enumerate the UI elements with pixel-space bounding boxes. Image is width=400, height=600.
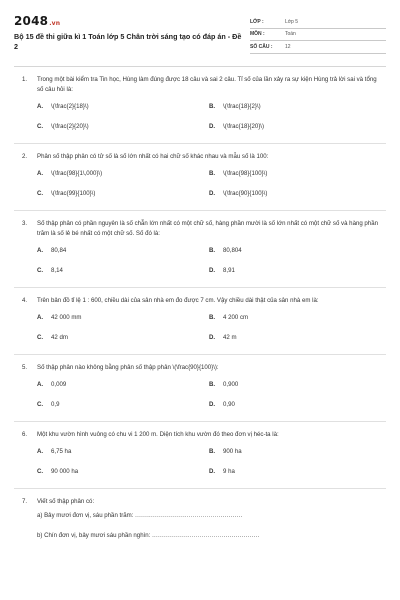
option-letter: A. bbox=[37, 448, 44, 455]
question-number: 1. bbox=[22, 76, 28, 83]
answer-option[interactable] bbox=[209, 190, 381, 210]
answer-blank[interactable]: ...................................................... bbox=[152, 532, 260, 539]
option-text: 0,009 bbox=[51, 381, 67, 388]
option-text: \(\frac{18}{20}\) bbox=[223, 123, 264, 130]
meta-value: 12 bbox=[285, 43, 291, 50]
option-letter: A. bbox=[37, 103, 44, 110]
option-letter: B. bbox=[209, 170, 216, 177]
option-letter: D. bbox=[209, 267, 216, 274]
meta-label: SỐ CÂU : bbox=[250, 43, 273, 50]
header-left bbox=[14, 14, 242, 60]
option-letter: D. bbox=[209, 123, 216, 130]
fill-item-b bbox=[22, 531, 386, 551]
page-header bbox=[14, 0, 386, 60]
answer-options bbox=[22, 103, 386, 143]
question-number: 7. bbox=[22, 498, 28, 505]
question-head bbox=[22, 296, 386, 306]
answer-option[interactable] bbox=[37, 170, 209, 190]
answer-options bbox=[22, 170, 386, 210]
answer-options bbox=[22, 314, 386, 354]
question-5 bbox=[14, 355, 386, 422]
question-2 bbox=[14, 144, 386, 211]
option-text: 80,84 bbox=[51, 247, 67, 254]
question-head bbox=[22, 430, 386, 440]
option-letter: A. bbox=[37, 247, 44, 254]
option-letter: C. bbox=[37, 401, 44, 408]
option-text: 90 000 ha bbox=[51, 468, 79, 475]
answer-options bbox=[22, 247, 386, 287]
option-letter: A. bbox=[37, 381, 44, 388]
answer-option[interactable] bbox=[37, 448, 209, 468]
meta-row-subject bbox=[250, 29, 386, 42]
option-letter: B. bbox=[209, 103, 216, 110]
option-text: \(\frac{18}{2}\) bbox=[223, 103, 261, 110]
option-text: \(\frac{99}{100}\) bbox=[51, 190, 96, 197]
document-title: Bộ 15 đề thi giữa kì 1 Toán lớp 5 Chân trời sáng tạo có đáp án - Đề 2 bbox=[14, 32, 242, 51]
question-text: Trong một bài kiểm tra Tin học, Hùng làm đúng được 18 câu và sai 2 câu. Tỉ số của lần xảy ra sự kiện Hùng trả lời sai và tổng số câu hỏi là: bbox=[37, 76, 377, 93]
meta-value: Lớp 5 bbox=[285, 18, 299, 25]
fill-label: b) Chín đơn vị, bảy mươi sáu phần nghìn: bbox=[37, 532, 151, 539]
option-text: 42 m bbox=[223, 334, 237, 341]
option-text: \(\frac{98}{100}\) bbox=[223, 170, 268, 177]
option-letter: C. bbox=[37, 190, 44, 197]
question-3 bbox=[14, 211, 386, 288]
answer-option[interactable] bbox=[209, 103, 381, 123]
question-1 bbox=[14, 67, 386, 144]
question-head bbox=[22, 152, 386, 162]
answer-option[interactable] bbox=[209, 267, 381, 287]
answer-option[interactable] bbox=[37, 314, 209, 334]
question-number: 4. bbox=[22, 297, 28, 304]
question-text: Số thập phân nào không bằng phân số thập phân \(\frac{90}{100}\): bbox=[37, 364, 219, 371]
answer-options bbox=[22, 448, 386, 488]
option-letter: D. bbox=[209, 468, 216, 475]
fill-item-a bbox=[22, 511, 386, 531]
meta-value: Toán bbox=[285, 31, 296, 38]
question-7 bbox=[14, 489, 386, 551]
answer-option[interactable] bbox=[37, 334, 209, 354]
answer-option[interactable] bbox=[209, 334, 381, 354]
question-head bbox=[22, 219, 386, 239]
answer-option[interactable] bbox=[209, 468, 381, 488]
answer-option[interactable] bbox=[37, 401, 209, 421]
option-letter: D. bbox=[209, 190, 216, 197]
answer-option[interactable] bbox=[37, 190, 209, 210]
question-text: Trên bản đồ tỉ lệ 1 : 600, chiều dài của sân nhà em đo được 7 cm. Vậy chiều dài thật của sân nhà em là: bbox=[37, 297, 319, 304]
option-text: 0,90 bbox=[223, 401, 235, 408]
answer-option[interactable] bbox=[37, 468, 209, 488]
option-text: 0,900 bbox=[223, 381, 239, 388]
answer-option[interactable] bbox=[37, 247, 209, 267]
question-number: 5. bbox=[22, 364, 28, 371]
answer-option[interactable] bbox=[209, 170, 381, 190]
option-text: 900 ha bbox=[223, 448, 242, 455]
question-text: Một khu vườn hình vuông có chu vi 1 200 m. Diện tích khu vườn đó theo đơn vị héc-ta là: bbox=[37, 431, 279, 438]
question-number: 3. bbox=[22, 220, 28, 227]
answer-option[interactable] bbox=[209, 314, 381, 334]
question-text: Số thập phân có phần nguyên là số chẵn lớn nhất có một chữ số, hàng phần mười là số lớn nhất có một chữ số và hàng phần trăm là số lẻ bé nhất có một chữ số. Số đó là: bbox=[37, 220, 378, 237]
answer-option[interactable] bbox=[209, 401, 381, 421]
answer-option[interactable] bbox=[37, 103, 209, 123]
option-letter: D. bbox=[209, 334, 216, 341]
logo-text: 2048 bbox=[14, 14, 49, 28]
option-text: 8,91 bbox=[223, 267, 235, 274]
option-text: 42 000 mm bbox=[51, 314, 82, 321]
option-text: \(\frac{2}{20}\) bbox=[51, 123, 89, 130]
answer-option[interactable] bbox=[209, 381, 381, 401]
question-text: Phân số thập phân có tử số là số lớn nhất có hai chữ số khác nhau và mẫu số là 100: bbox=[37, 153, 269, 160]
answer-option[interactable] bbox=[209, 448, 381, 468]
question-head bbox=[22, 75, 386, 95]
answer-option[interactable] bbox=[37, 123, 209, 143]
option-text: 42 dm bbox=[51, 334, 68, 341]
meta-label: LỚP : bbox=[250, 18, 264, 25]
site-logo[interactable] bbox=[14, 14, 242, 28]
answer-option[interactable] bbox=[37, 267, 209, 287]
answer-option[interactable] bbox=[209, 247, 381, 267]
option-letter: D. bbox=[209, 401, 216, 408]
answer-option[interactable] bbox=[37, 381, 209, 401]
question-6 bbox=[14, 422, 386, 489]
question-number: 6. bbox=[22, 431, 28, 438]
question-text: Viết số thập phân có: bbox=[37, 498, 95, 505]
question-number: 2. bbox=[22, 153, 28, 160]
answer-options bbox=[22, 381, 386, 421]
option-text: \(\frac{2}{18}\) bbox=[51, 103, 89, 110]
fill-label: a) Bảy mươi đơn vị, sáu phần trăm: bbox=[37, 512, 134, 519]
option-text: 6,75 ha bbox=[51, 448, 72, 455]
answer-blank[interactable]: ...................................................... bbox=[135, 512, 243, 519]
option-letter: C. bbox=[37, 468, 44, 475]
meta-row-grade bbox=[250, 16, 386, 29]
question-list bbox=[14, 67, 386, 489]
option-text: 80,804 bbox=[223, 247, 242, 254]
option-letter: B. bbox=[209, 314, 216, 321]
option-letter: B. bbox=[209, 381, 216, 388]
option-text: 4 200 cm bbox=[223, 314, 249, 321]
option-letter: C. bbox=[37, 123, 44, 130]
logo-suffix: .vn bbox=[49, 20, 61, 27]
option-letter: C. bbox=[37, 267, 44, 274]
meta-table bbox=[250, 14, 386, 60]
question-head bbox=[22, 497, 386, 507]
option-text: 8,14 bbox=[51, 267, 63, 274]
option-letter: A. bbox=[37, 170, 44, 177]
meta-row-count bbox=[250, 41, 386, 54]
meta-label: MÔN : bbox=[250, 31, 265, 38]
question-head bbox=[22, 363, 386, 373]
question-4 bbox=[14, 288, 386, 355]
option-letter: B. bbox=[209, 448, 216, 455]
option-letter: A. bbox=[37, 314, 44, 321]
option-letter: C. bbox=[37, 334, 44, 341]
option-text: 0,9 bbox=[51, 401, 60, 408]
option-text: \(\frac{98}{1\,000}\) bbox=[51, 170, 103, 177]
answer-option[interactable] bbox=[209, 123, 381, 143]
option-text: 9 ha bbox=[223, 468, 235, 475]
option-letter: B. bbox=[209, 247, 216, 254]
option-text: \(\frac{90}{100}\) bbox=[223, 190, 268, 197]
